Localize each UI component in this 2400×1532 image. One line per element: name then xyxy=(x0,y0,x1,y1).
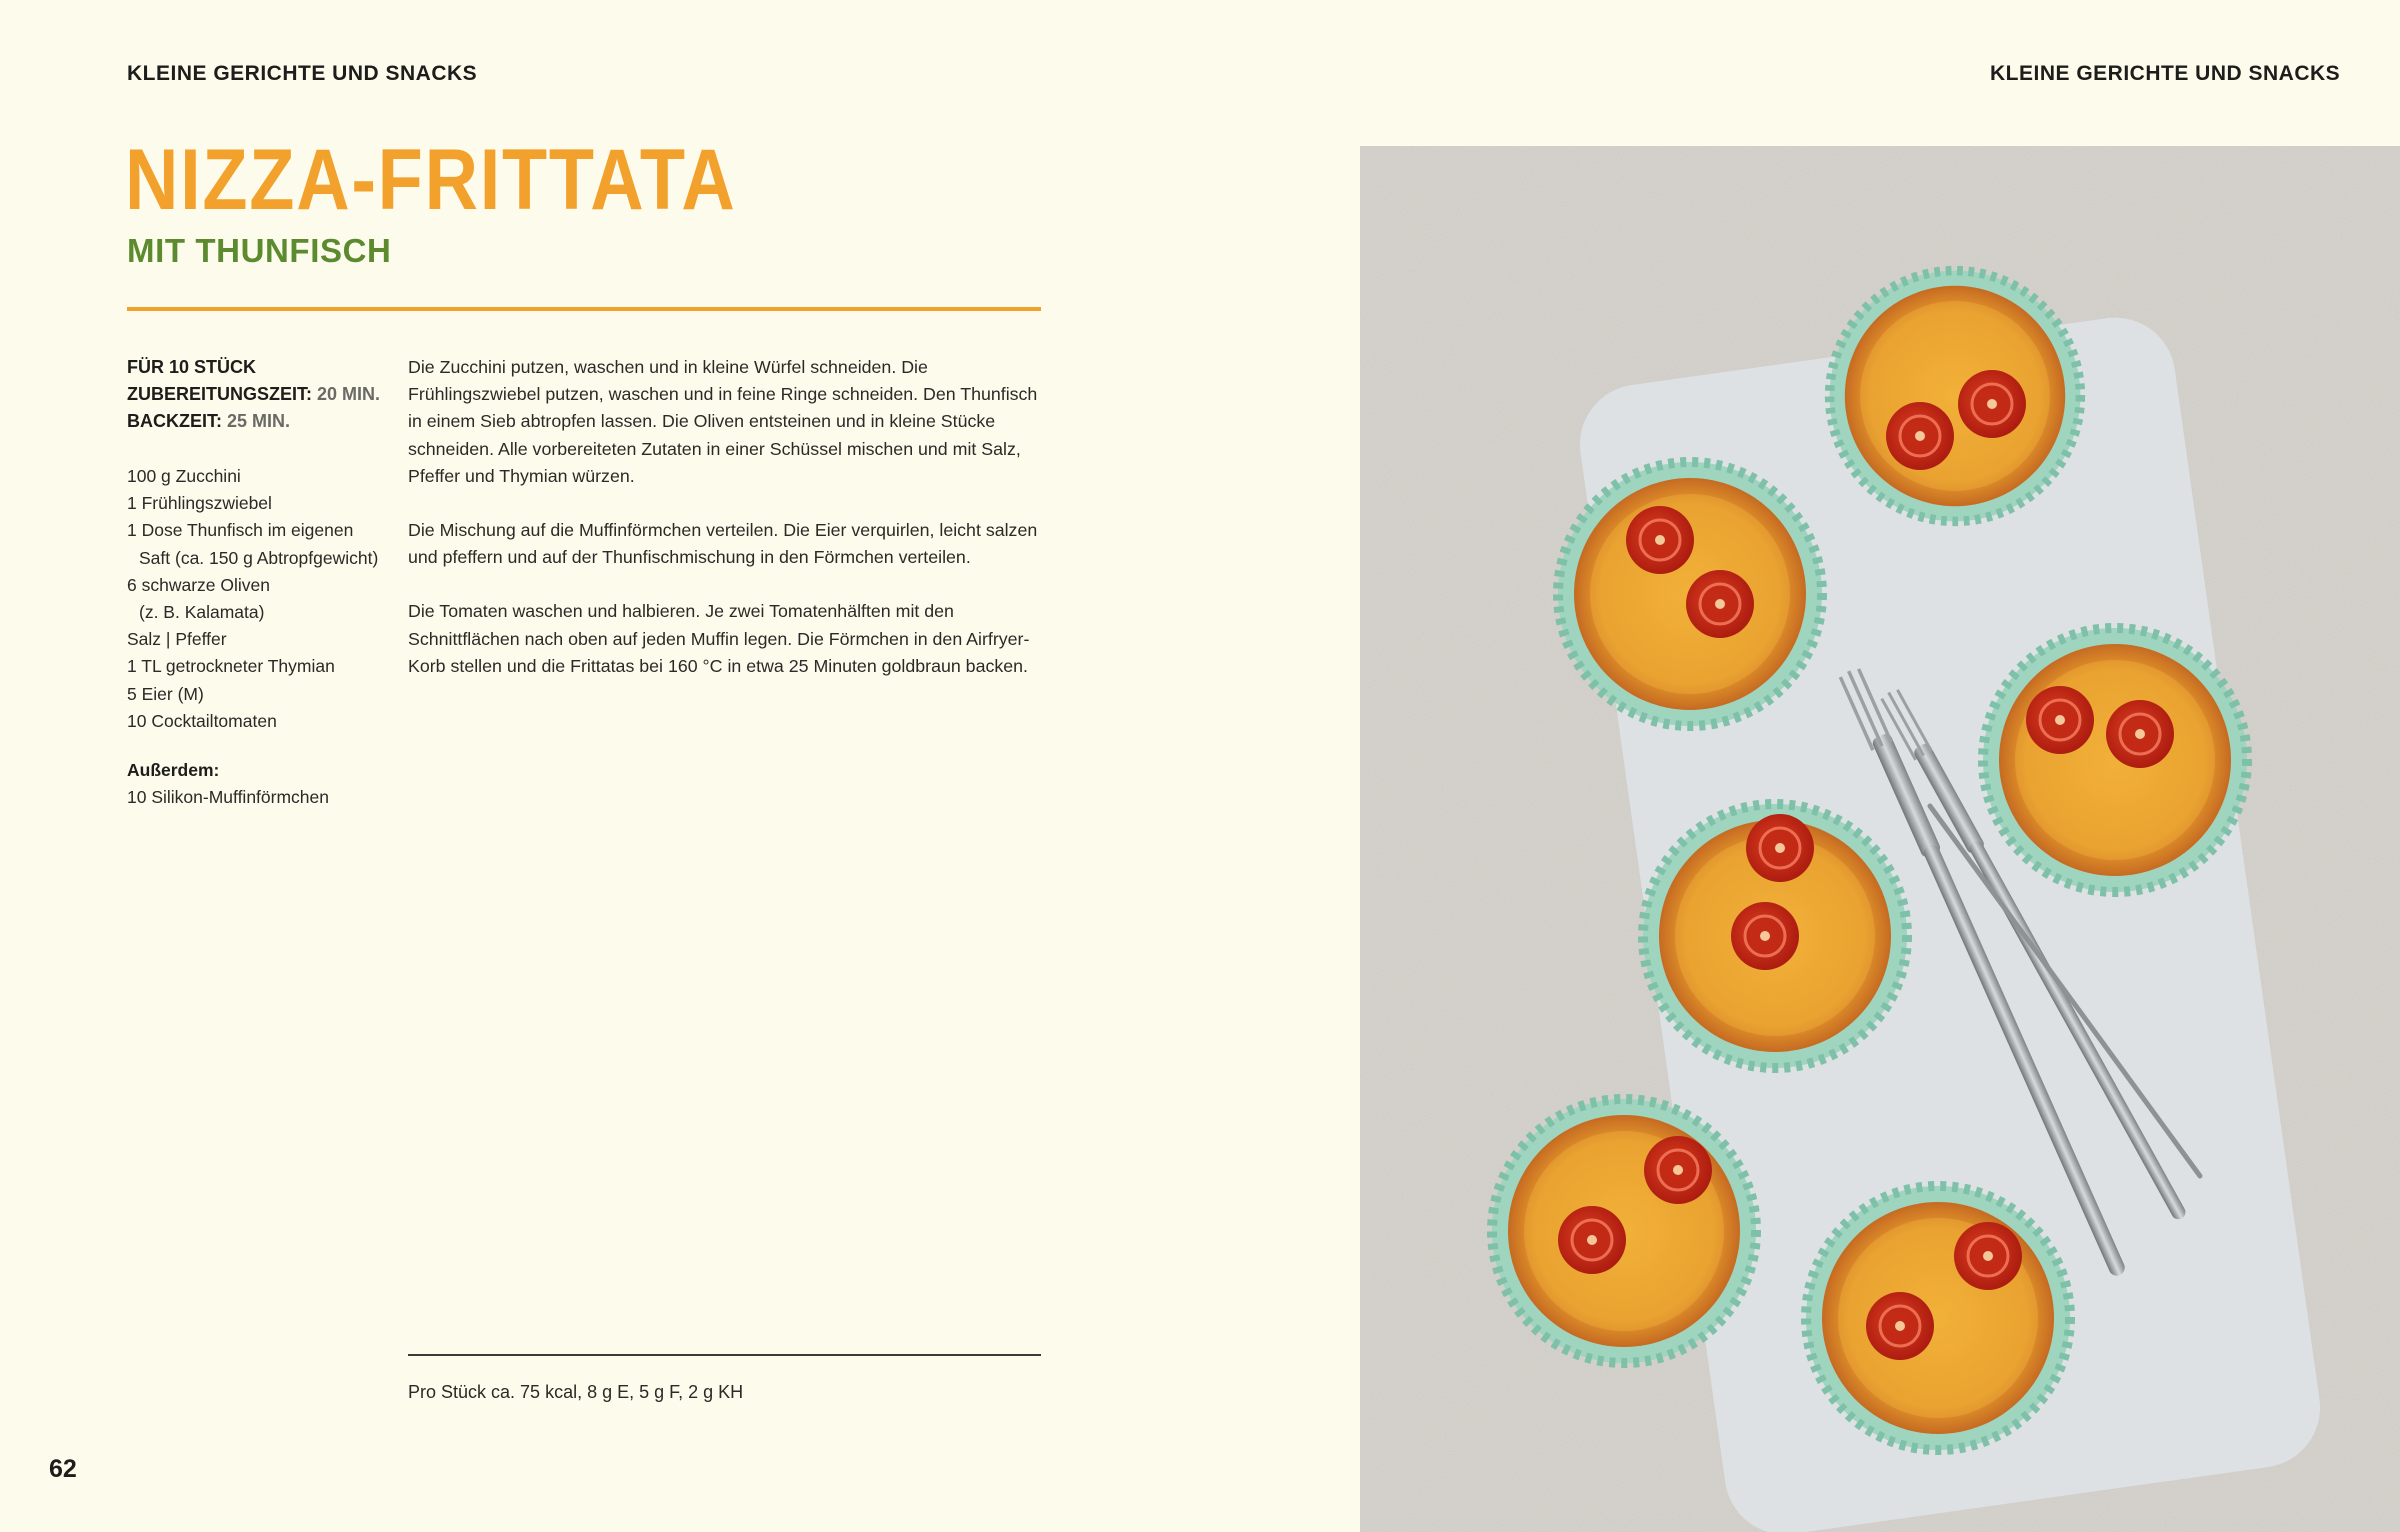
ingredient-item: Saft (ca. 150 g Abtropfgewicht) xyxy=(139,547,379,568)
recipe-meta xyxy=(127,354,387,435)
bake-time-value: 25 MIN. xyxy=(227,411,291,431)
nutrition-divider xyxy=(408,1354,1041,1356)
prep-time-label: ZUBEREITUNGSZEIT: xyxy=(127,384,313,404)
recipe-subtitle: MIT THUNFISCH xyxy=(127,232,392,269)
prep-time xyxy=(127,381,387,408)
running-head-left: KLEINE GERICHTE UND SNACKS xyxy=(127,62,478,85)
ingredient-item: 100 g Zucchini xyxy=(127,466,241,486)
extras-item: 10 Silikon-Muffinförmchen xyxy=(127,787,329,807)
bake-time-label: BACKZEIT: xyxy=(127,411,222,431)
instruction-step: Die Tomaten waschen und halbieren. Je zwei Tomatenhälften mit den Schnittflächen nach oben auf jeden Muffin legen. Die Förmchen in den Airfryer-Korb stellen und die Frittatas bei 160 °C in etwa 25 Minuten goldbraun backen. xyxy=(408,601,1030,676)
muffin-1 xyxy=(1830,271,2081,522)
ingredient-item: 10 Cocktailtomaten xyxy=(127,710,277,731)
ingredient-item: 1 Frühlingszwiebel xyxy=(127,493,272,514)
yield: FÜR 10 STÜCK xyxy=(127,357,257,377)
ingredient-list xyxy=(127,463,397,735)
ingredient-item: (z. B. Kalamata) xyxy=(139,602,265,623)
ingredient-item: 6 schwarze Oliven xyxy=(127,574,270,595)
instruction-step: Die Mischung auf die Muffinförmchen verteilen. Die Eier verquirlen, leicht salzen und pfeffern und auf der Thunfischmischung in den Förmchen verteilen. xyxy=(408,520,1038,568)
page-number: 62 xyxy=(49,1455,77,1483)
running-head-right: KLEINE GERICHTE UND SNACKS xyxy=(1990,62,2341,85)
nutrition-info: Pro Stück ca. 75 kcal, 8 g E, 5 g F, 2 g KH xyxy=(408,1382,744,1402)
muffin-3 xyxy=(1983,628,2247,892)
muffin-4 xyxy=(1643,804,1907,1068)
ingredient-item: 1 Dose Thunfisch im eigenen xyxy=(127,520,354,541)
ingredient-item: 1 TL getrockneter Thymian xyxy=(127,656,335,677)
muffin-2 xyxy=(1558,462,1822,726)
muffin-5 xyxy=(1492,1099,1756,1363)
title-divider xyxy=(127,307,1041,311)
extras-heading: Außerdem: xyxy=(127,760,220,780)
recipe-title: NIZZA-FRITTATA xyxy=(125,132,737,228)
instructions xyxy=(408,354,1048,707)
ingredient-item: 5 Eier (M) xyxy=(127,683,204,704)
instruction-step: Die Zucchini putzen, waschen und in kleine Würfel schneiden. Die Frühlingszwiebel putzen, waschen und in feine Ringe schneiden. Den Thunfisch in einem Sieb abtropfen lassen. Die Oliven entsteinen und in kleine Stücke schneiden. Alle vorbereiteten Zutaten in einer Schüssel mischen und mit Salz, Pfeffer und Thymian würzen. xyxy=(408,357,1038,486)
ingredient-item: Salz | Pfeffer xyxy=(127,629,227,650)
frittata-muffins-photo xyxy=(1360,146,2400,1532)
prep-time-value: 20 MIN. xyxy=(317,384,381,404)
food-photo xyxy=(1360,146,2400,1532)
bake-time xyxy=(127,408,387,435)
muffin-6 xyxy=(1806,1186,2070,1450)
